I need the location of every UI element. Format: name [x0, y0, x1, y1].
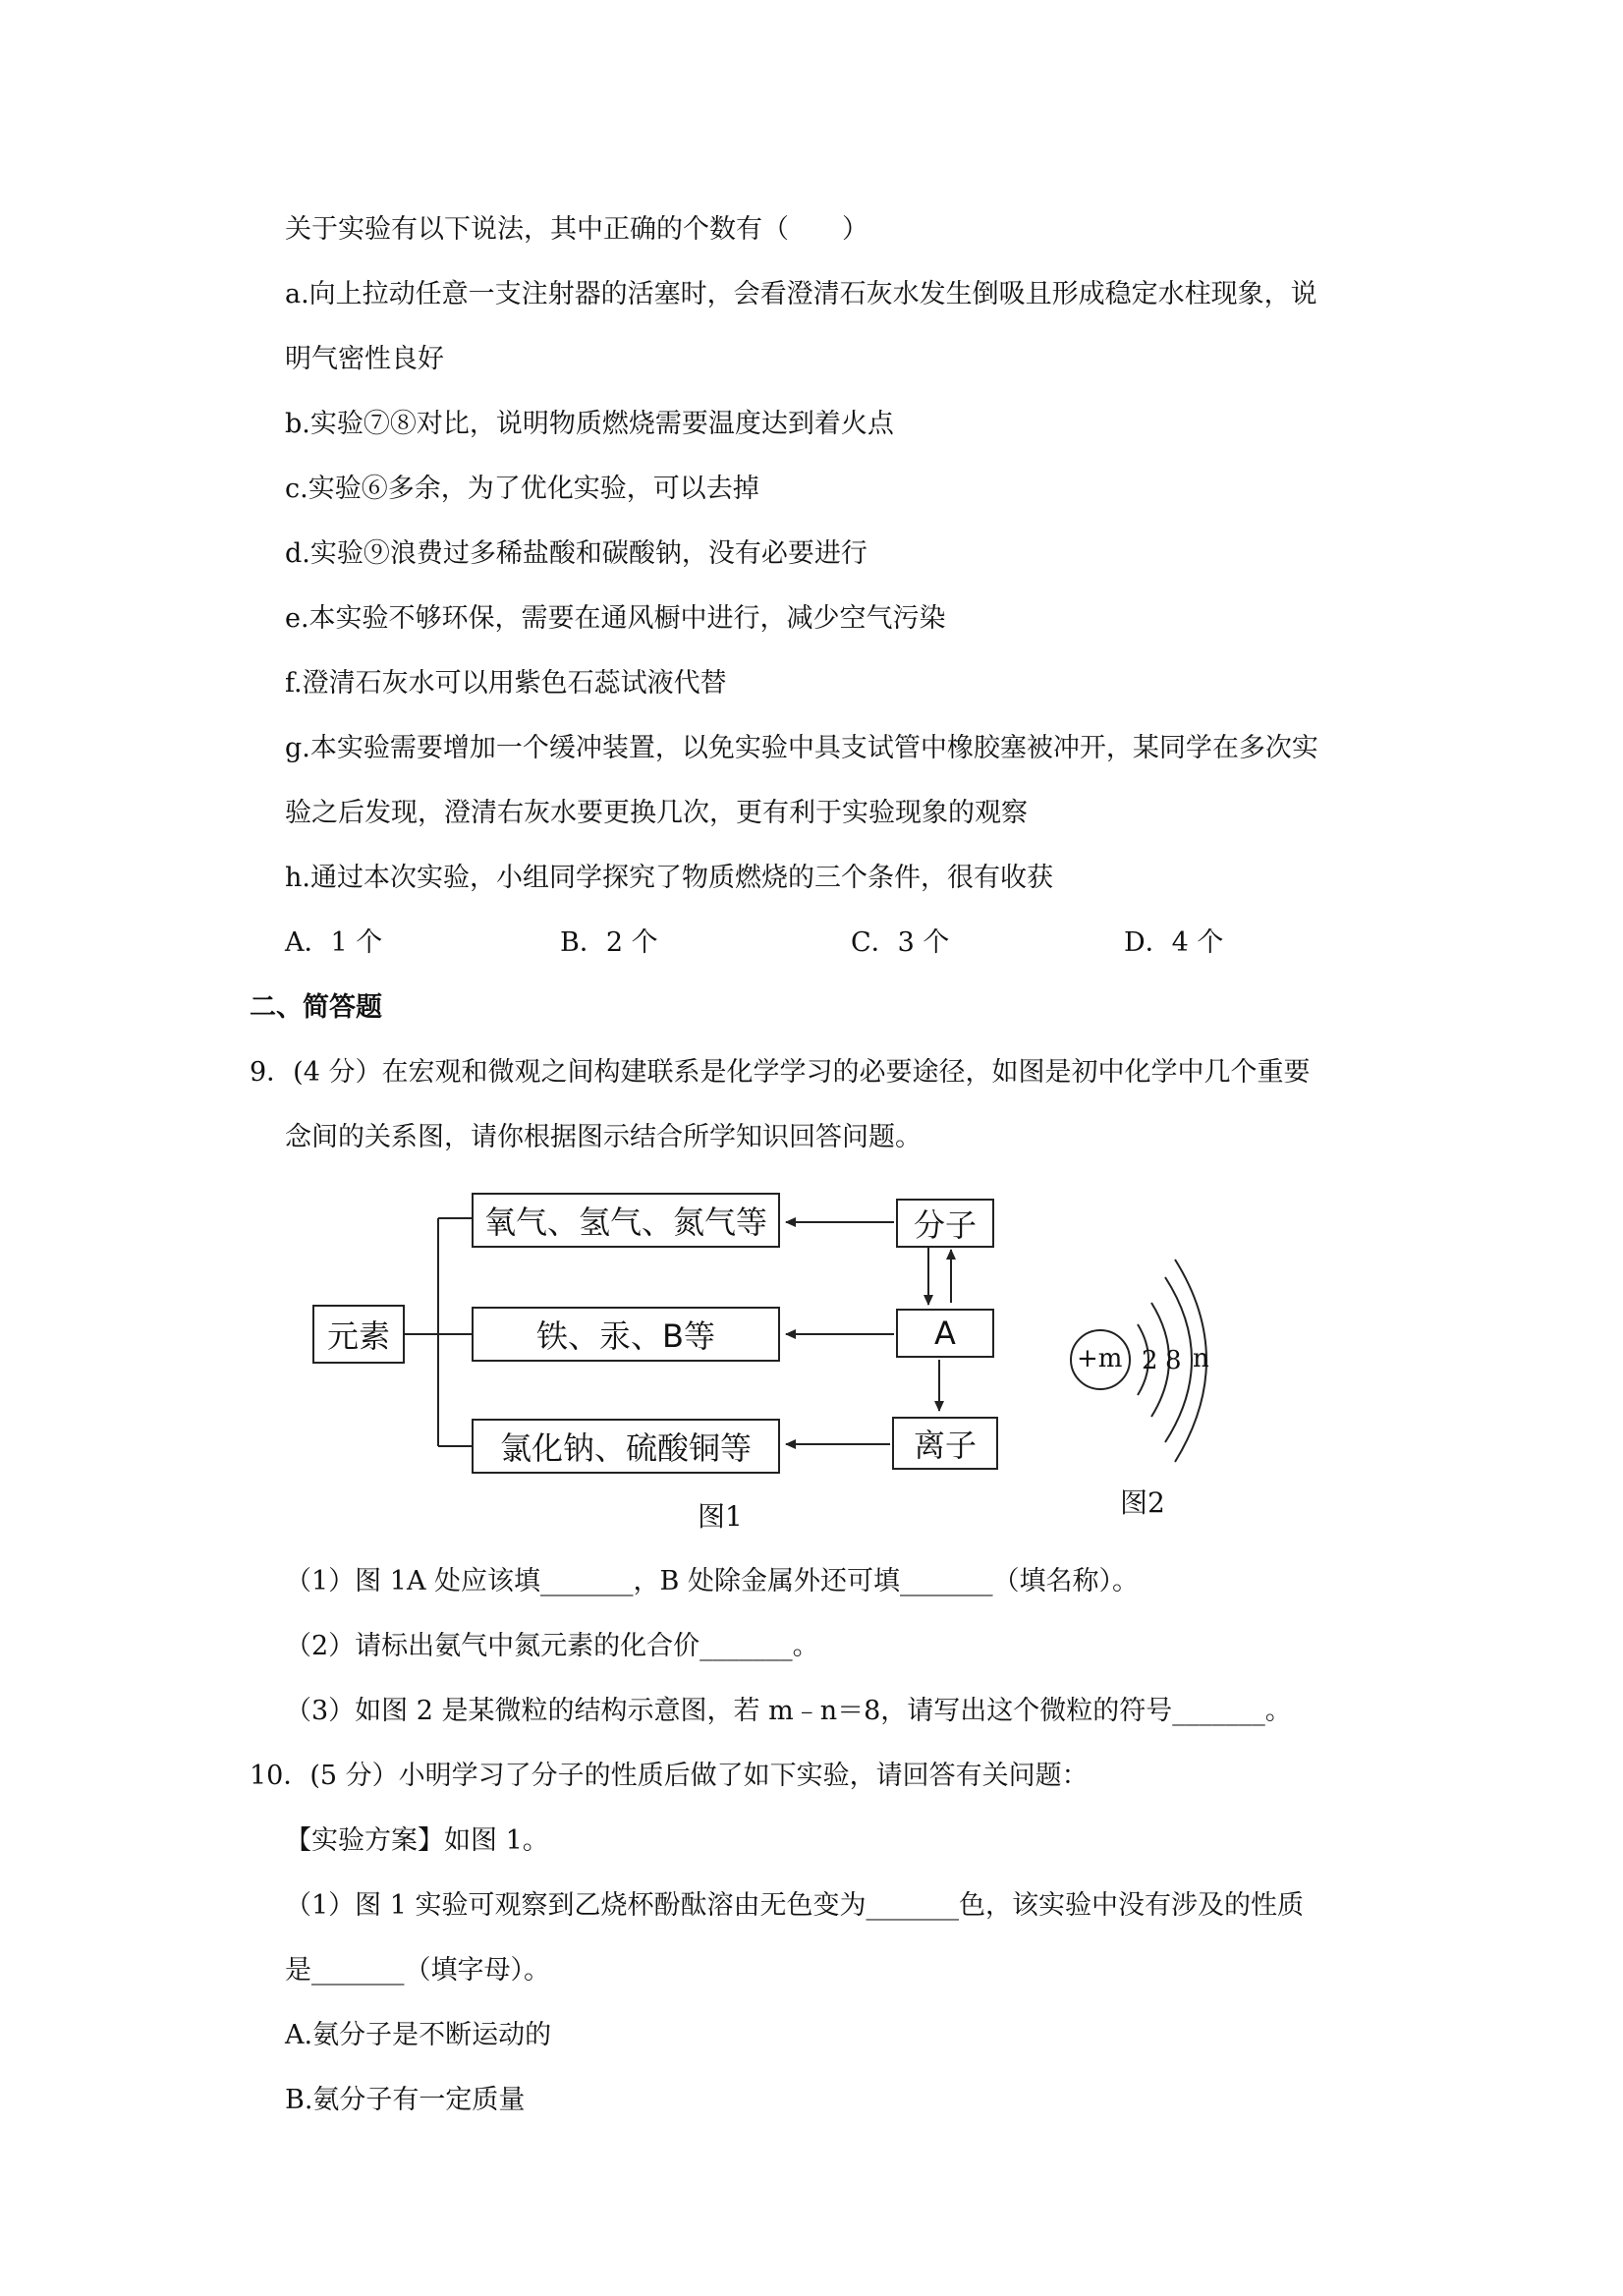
figure2-label: 图2 [1120, 1486, 1165, 1519]
q9-sub3: （3）如图 2 是某微粒的结构示意图，若 m﹣n＝8，请写出这个微粒的符号_______。 [285, 1696, 1292, 1726]
nucleus-charge: +m [1077, 1344, 1123, 1373]
q8-statement-e: e.本实验不够环保，需要在通风橱中进行，减少空气污染 [285, 603, 946, 634]
substance-box-bottom: 氯化钠、硫酸铜等 [472, 1419, 780, 1474]
q8-statement-c: c.实验⑥多余，为了优化实验，可以去掉 [285, 474, 759, 504]
figure1-label: 图1 [698, 1500, 743, 1533]
q10-sub1-line2: 是_______（填字母）。 [285, 1955, 550, 1986]
molecule-box: 分子 [896, 1199, 994, 1248]
q8-statement-h: h.通过本次实验，小组同学探究了物质燃烧的三个条件，很有收获 [285, 863, 1053, 893]
q10-stem: 10．(5 分）小明学习了分子的性质后做了如下实验，请回答有关问题： [250, 1761, 1089, 1791]
q10-option-b: B.氨分子有一定质量 [285, 2085, 526, 2115]
substance-box-top: 氧气、氢气、氮气等 [472, 1193, 780, 1248]
q10-sub1-line1: （1）图 1 实验可观察到乙烧杯酚酞溶由无色变为_______色，该实验中没有涉及的性质 [285, 1890, 1305, 1921]
q9-stem-line1: 9．(4 分）在宏观和微观之间构建联系是化学学习的必要途径，如图是初中化学中几个重要 [250, 1057, 1311, 1088]
ion-box: 离子 [892, 1417, 998, 1470]
q8-statement-g1: g.本实验需要增加一个缓冲装置，以免实验中具支试管中橡胶塞被冲开，某同学在多次实 [285, 733, 1318, 763]
q8-statement-f: f.澄清石灰水可以用紫色石蕊试液代替 [285, 668, 727, 699]
q10-plan: 【实验方案】如图 1。 [285, 1825, 549, 1856]
a-box: A [896, 1309, 994, 1358]
q8-stem: 关于实验有以下说法，其中正确的个数有（ ） [285, 214, 868, 245]
shell3-electrons: n [1193, 1344, 1209, 1373]
q8-statement-a2: 明气密性良好 [285, 344, 444, 374]
q8-statement-a1: a.向上拉动任意一支注射器的活塞时，会看澄清石灰水发生倒吸且形成稳定水柱现象，说 [285, 279, 1317, 309]
element-box: 元素 [312, 1305, 405, 1364]
section-title: 二、简答题 [250, 992, 382, 1023]
q8-statement-g2: 验之后发现，澄清右灰水要更换几次，更有利于实验现象的观察 [285, 798, 1028, 828]
q8-option-d: D．4 个 [1124, 927, 1224, 958]
q8-statement-b: b.实验⑦⑧对比，说明物质燃烧需要温度达到着火点 [285, 409, 894, 439]
q8-statement-d: d.实验⑨浪费过多稀盐酸和碳酸钠，没有必要进行 [285, 538, 867, 569]
q8-option-a: A．1 个 [285, 927, 383, 958]
shell2-electrons: 8 [1165, 1346, 1182, 1375]
q9-sub2: （2）请标出氨气中氮元素的化合价_______。 [285, 1631, 819, 1661]
q10-option-a: A.氨分子是不断运动的 [285, 2020, 552, 2050]
substance-box-middle: 铁、汞、B等 [472, 1307, 780, 1362]
q8-option-b: B．2 个 [560, 927, 658, 958]
q8-option-c: C．3 个 [851, 927, 950, 958]
q9-stem-line2: 念间的关系图，请你根据图示结合所学知识回答问题。 [285, 1122, 922, 1152]
shell1-electrons: 2 [1142, 1346, 1158, 1375]
q9-sub1: （1）图 1A 处应该填_______，B 处除金属外还可填_______（填名称）。 [285, 1566, 1139, 1596]
